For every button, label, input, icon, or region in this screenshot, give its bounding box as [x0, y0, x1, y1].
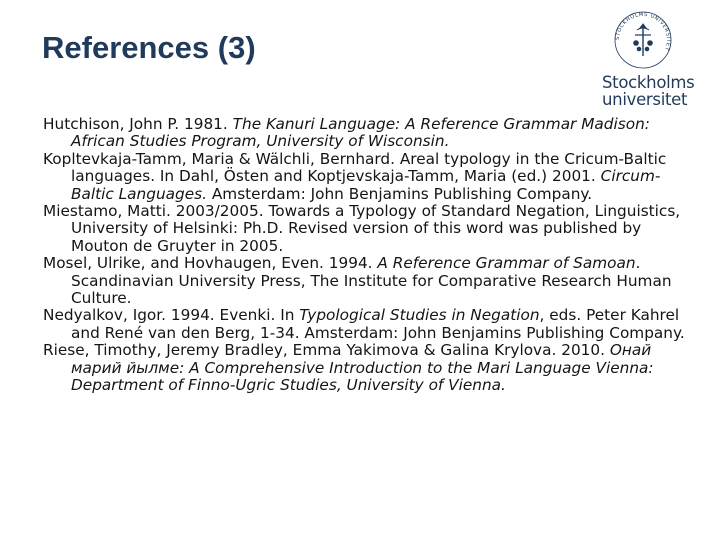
reference-title: Circum-Baltic Languages.	[71, 167, 661, 203]
reference-text: Hutchison, John P. 1981.	[43, 115, 233, 133]
university-seal-icon	[613, 10, 673, 70]
reference-title: A Reference Grammar of Samoan	[377, 254, 636, 273]
reference-title: Typological Studies in Negation	[299, 306, 540, 325]
seal-text: STOCKHOLMS UNIVERSITET	[614, 11, 672, 52]
reference-text: Miestamo, Matti. 2003/2005. Towards a Typology of Standard Negation, Linguistics, University of Helsinki: Ph.D. Revised version of this word was published by Mouton de Gruyter in 2005.	[43, 202, 681, 255]
reference-text: , eds. Peter Kahrel and René van den Berg, 1-34. Amsterdam: John Benjamins Publishing Company.	[71, 306, 685, 342]
reference-text: Kopltevkaja-Tamm, Maria & Wälchli, Bernhard. Areal typology in the Cricum-Baltic languages. In Dahl, Östen and Koptjevskaja-Tamm, Maria (ed.) 2001.	[43, 149, 667, 186]
reference-item	[43, 203, 693, 255]
reference-text: Riese, Timothy, Jeremy Bradley, Emma Yakimova & Galina Krylova. 2010.	[43, 341, 610, 360]
reference-item	[43, 307, 693, 342]
reference-text: . Scandinavian University Press, The Institute for Comparative Research Human Culture.	[71, 254, 672, 308]
reference-item	[43, 151, 693, 203]
reference-text: Nedyalkov, Igor. 1994. Evenki. In	[43, 306, 300, 325]
page-title: References (3)	[42, 30, 256, 65]
reference-item	[43, 342, 693, 394]
logo-wordmark-line1: Stockholms	[602, 73, 695, 92]
reference-list	[43, 116, 693, 395]
reference-title: The Kanuri Language: A Reference Grammar Madison: African Studies Program, University of Wisconsin.	[71, 115, 650, 151]
reference-text: Mosel, Ulrike, and Hovhaugen, Even. 1994.	[43, 254, 378, 273]
reference-title: Онай марий йылме: A Comprehensive Introduction to the Mari Language Vienna: Department of Finno-Ugric Studies, University of Vienna.	[71, 341, 654, 395]
reference-text: Amsterdam: John Benjamins Publishing Company.	[206, 184, 593, 203]
logo-wordmark-line2: universitet	[602, 90, 688, 109]
reference-item	[43, 255, 693, 307]
university-logo	[596, 10, 706, 110]
reference-item	[43, 116, 693, 151]
